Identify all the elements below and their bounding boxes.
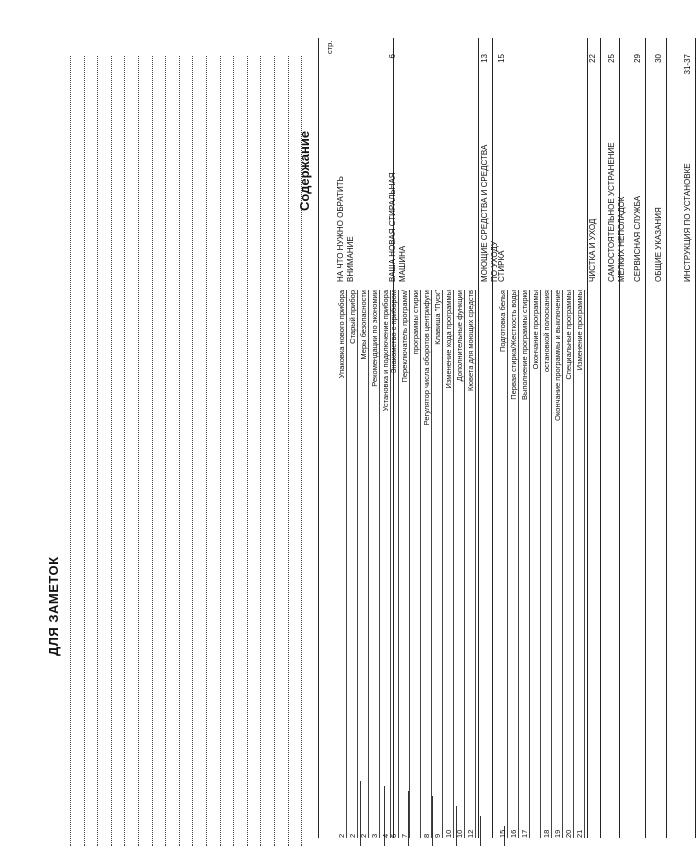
section-title: ОБЩИЕ УКАЗАНИЯ [654,207,663,282]
item-page: 10 [455,829,464,838]
item-text: Установка и подключение прибора [381,290,390,412]
item-page: 21 [575,829,584,838]
section-rule [600,38,601,838]
item-text: Кювета для моющих средств [466,290,475,391]
item-page: 16 [509,829,518,838]
section-title: СТИРКА [497,250,506,282]
item-page: 8 [422,833,431,838]
section-rule [666,38,667,838]
section-title: ИНСТРУКЦИЯ ПО УСТАНОВКЕ [683,163,692,282]
section-page: 29 [633,54,642,63]
item-text: Меры безопасности [359,290,368,360]
section-page: 31-37 [683,54,692,75]
contents-item [388,290,399,838]
notes-dotted-line [152,56,153,846]
notes-dotted-line [84,56,85,846]
section-page: 6 [388,54,397,59]
section-title: ВАША НОВАЯ СТИРАЛЬНАЯ МАШИНА [388,172,407,282]
item-text: Подготовка белья [498,290,507,353]
notes-dotted-line [138,56,139,846]
contents-item [358,290,369,838]
contents-item [410,290,421,838]
item-text: Знакомство с прибором [389,290,398,374]
notes-dotted-line [233,56,234,846]
notes-dotted-line [111,56,112,846]
contents-item [432,290,443,838]
section-title: САМОСТОЯТЕЛЬНОЕ УСТРАНЕНИЕ МЕЛКИХ НЕПОЛАДОК [607,142,626,282]
notes-dotted-line [70,56,71,846]
page-column-label: стр. [325,40,334,54]
notes-dotted-line [97,56,98,846]
contents-item [530,290,541,838]
contents-item [347,290,358,838]
contents-item [552,290,563,838]
contents-item [563,290,574,838]
contents-item [508,290,519,838]
item-text: Первая стирка/Жесткость воды [509,290,518,400]
item-page: 20 [564,829,573,838]
item-text: Изменение программы [575,290,584,371]
contents-item [497,290,508,838]
section-rule [645,38,646,838]
item-page: 19 [553,829,562,838]
section-page: 15 [497,54,506,63]
item-text: Упаковка нового прибора [337,290,346,379]
notes-stub-line [480,816,481,846]
section-page: 30 [654,54,663,63]
item-page: 12 [466,829,475,838]
contents-item [443,290,454,838]
section-title: СЕРВИСНАЯ СЛУЖБА [633,195,642,282]
contents-item [454,290,465,838]
notes-dotted-line [206,56,207,846]
item-page: 17 [520,829,529,838]
contents-item [336,290,347,838]
section-title: НА ЧТО НУЖНО ОБРАТИТЬ ВНИМАНИЕ [336,176,355,282]
notes-dotted-line [179,56,180,846]
item-text: Клавиша "Пуск" [433,290,442,345]
item-page: 18 [542,829,551,838]
notes-dotted-line [288,56,289,846]
section-page: 25 [607,54,616,63]
notes-dotted-line [192,56,193,846]
item-text: Окончание программы и выключение [553,290,562,421]
section-page: 13 [480,54,489,63]
item-underline [584,290,585,838]
notes-title: ДЛЯ ЗАМЕТОК [46,556,61,656]
section-rule [492,38,493,838]
item-page: 9 [433,833,442,838]
item-text: Старый прибор [348,290,357,344]
item-page: 2 [337,833,346,838]
item-text: Регулятор числа оборотов центрифуги [422,290,431,426]
notes-dotted-line [260,56,261,846]
notes-dotted-line [247,56,248,846]
notes-dotted-line [124,56,125,846]
notes-dotted-line [220,56,221,846]
notes-dotted-line [274,56,275,846]
item-text: Дополнительные функции [455,290,464,382]
contents-title: Содержание [297,130,312,211]
item-page: 10 [444,829,453,838]
item-text: Переключатель программ/ [400,290,409,383]
item-text: Специальные программы [564,290,573,380]
section-rule [619,38,620,838]
contents-item [574,290,585,838]
section-title: ЧИСТКА И УХОД [588,218,597,282]
item-text: Окончание программы [531,290,540,370]
item-underline [475,290,476,838]
section-title: МОЮЩИЕ СРЕДСТВА И СРЕДСТВА ПО УХОДУ [480,144,499,282]
item-page: 2 [359,833,368,838]
contents-item [541,290,552,838]
item-text: Рекомендации по экономии [370,290,379,387]
contents-item [465,290,476,838]
section-rule [478,38,479,838]
contents-item [399,290,410,838]
item-page: 3 [370,833,379,838]
item-text: Выполнение программы стирки [520,290,529,401]
contents-title-rule [318,38,319,838]
item-text: программы стирки [411,290,420,355]
item-text: Изменение хода программы [444,290,453,389]
contents-item [421,290,432,838]
notes-dotted-line [165,56,166,846]
item-text: остановкой полоскания [542,290,551,373]
contents-item [369,290,380,838]
item-page: 2 [348,833,357,838]
contents-item [519,290,530,838]
item-page: 6 [389,833,398,838]
item-page: 4 [381,833,390,838]
item-page: 7 [400,833,409,838]
item-page: 15 [498,829,507,838]
section-page: 22 [588,54,597,63]
